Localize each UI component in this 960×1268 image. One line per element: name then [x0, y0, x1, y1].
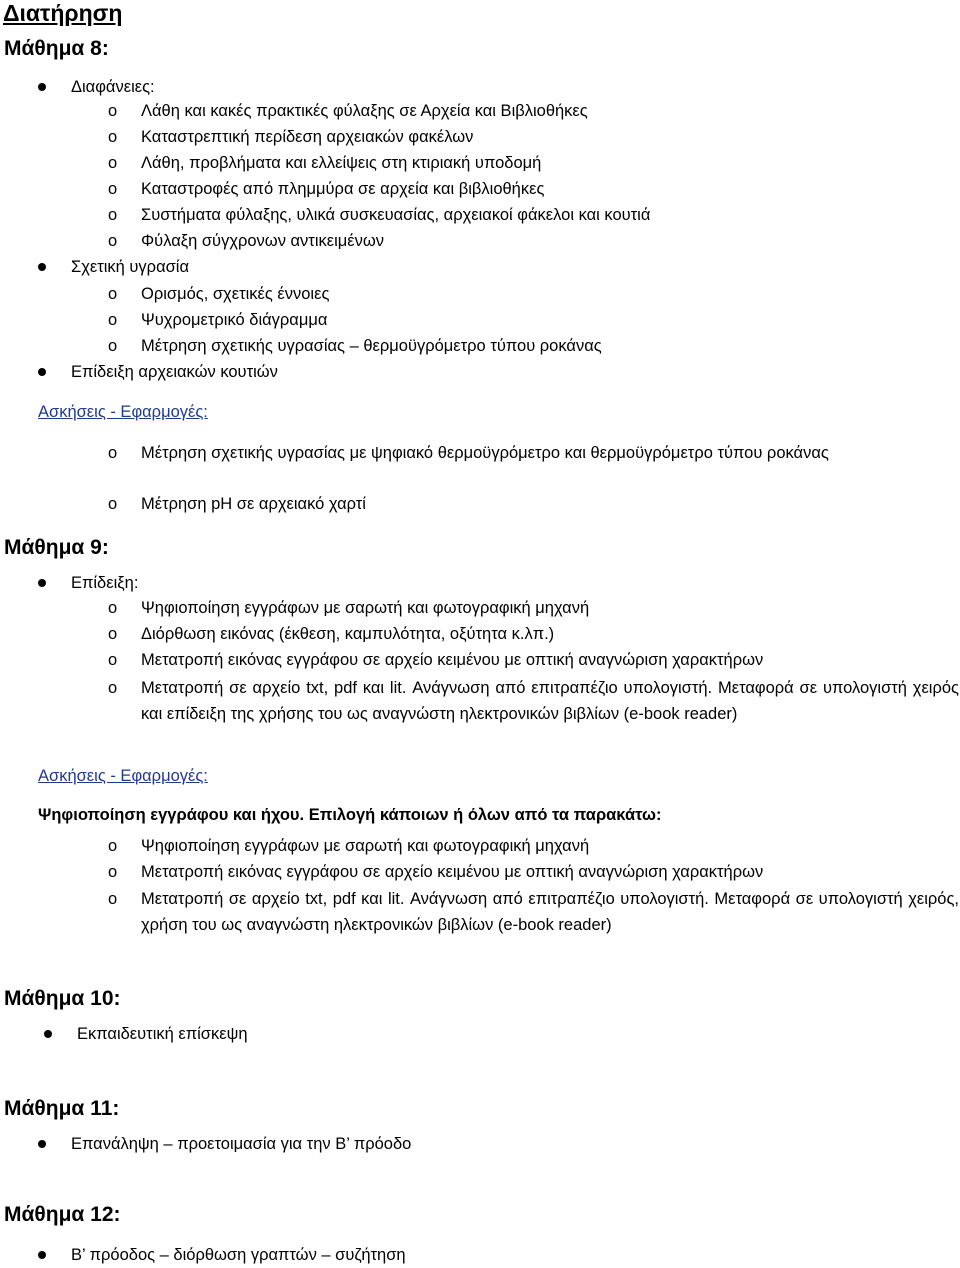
list-item: o Λάθη και κακές πρακτικές φύλαξης σε Αρχεία και Βιβλιοθήκες	[141, 100, 588, 122]
list-item: o Λάθη, προβλήματα και ελλείψεις στη κτιριακή υποδομή	[141, 152, 541, 174]
list-item: o Μέτρηση pH σε αρχειακό χαρτί	[141, 493, 366, 515]
page-title: Διατήρηση	[3, 0, 123, 26]
lesson-8-exercises-heading: Ασκήσεις - Εφαρμογές:	[38, 403, 208, 421]
list-item: o Ψηφιοποίηση εγγράφων με σαρωτή και φωτογραφική μηχανή	[141, 835, 589, 857]
lesson-8-bullet-humidity: Σχετική υγρασία	[71, 258, 189, 276]
lesson-8-bullet-slides: Διαφάνειες:	[71, 78, 155, 96]
list-item: o Μετατροπή εικόνας εγγράφου σε αρχείο κειμένου με οπτική αναγνώριση χαρακτήρων	[141, 649, 763, 671]
lesson-9-exercises-heading: Ασκήσεις - Εφαρμογές:	[38, 767, 208, 785]
lesson-9-exercises-intro: Ψηφιοποίηση εγγράφου και ήχου. Επιλογή κάποιων ή όλων από τα παρακάτω:	[38, 806, 662, 824]
list-item: o Διόρθωση εικόνας (έκθεση, καμπυλότητα, οξύτητα κ.λπ.)	[141, 623, 554, 645]
lesson-9-heading: Μάθημα 9:	[4, 536, 109, 559]
lesson-8-bullet-boxes: Επίδειξη αρχειακών κουτιών	[71, 363, 278, 381]
list-item: o Μετατροπή εικόνας εγγράφου σε αρχείο κειμένου με οπτική αναγνώριση χαρακτήρων	[141, 861, 763, 883]
lesson-10-heading: Μάθημα 10:	[4, 987, 121, 1010]
list-item: o Μέτρηση σχετικής υγρασίας – θερμοϋγρόμετρο τύπου ροκάνας	[141, 335, 602, 357]
list-item: o Καταστρεπτική περίδεση αρχειακών φακέλων	[141, 126, 473, 148]
list-item: o Μετατροπή σε αρχείο txt, pdf και lit. Ανάγνωση από επιτραπέζιο υπολογιστή. Μεταφορά σε υπολογιστή χειρός, χρήση του ως αναγνώστη ηλεκτρονικών βιβλίων (e-book reader)	[141, 886, 959, 938]
list-item: o Ψηφιοποίηση εγγράφων με σαρωτή και φωτογραφική μηχανή	[141, 597, 589, 619]
list-item: o Μετατροπή σε αρχείο txt, pdf και lit. Ανάγνωση από επιτραπέζιο υπολογιστή. Μεταφορά σε υπολογιστή χειρός και επίδειξη της χρήσης του ως αναγνώστη ηλεκτρονικών βιβλίων (e-book reader)	[141, 675, 959, 727]
lesson-12-bullet: Β’ πρόοδος – διόρθωση γραπτών – συζήτηση	[71, 1246, 406, 1264]
list-item: o Μέτρηση σχετικής υγρασίας με ψηφιακό θερμοϋγρόμετρο και θερμοϋγρόμετρο τύπου ροκάνας	[141, 440, 959, 466]
lesson-11-bullet: Επανάληψη – προετοιμασία για την Β’ πρόοδο	[71, 1135, 412, 1153]
list-item: o Φύλαξη σύγχρονων αντικειμένων	[141, 230, 384, 252]
lesson-11-heading: Μάθημα 11:	[4, 1097, 120, 1120]
list-item: o Ψυχρομετρικό διάγραμμα	[141, 309, 327, 331]
lesson-9-bullet-demo: Επίδειξη:	[71, 574, 139, 592]
list-item: o Ορισμός, σχετικές έννοιες	[141, 283, 329, 305]
list-item: o Καταστροφές από πλημμύρα σε αρχεία και βιβλιοθήκες	[141, 178, 544, 200]
lesson-8-heading: Μάθημα 8:	[4, 37, 109, 60]
lesson-10-bullet: Εκπαιδευτική επίσκεψη	[77, 1025, 248, 1043]
list-item: o Συστήματα φύλαξης, υλικά συσκευασίας, αρχειακοί φάκελοι και κουτιά	[141, 204, 650, 226]
lesson-12-heading: Μάθημα 12:	[4, 1203, 121, 1226]
